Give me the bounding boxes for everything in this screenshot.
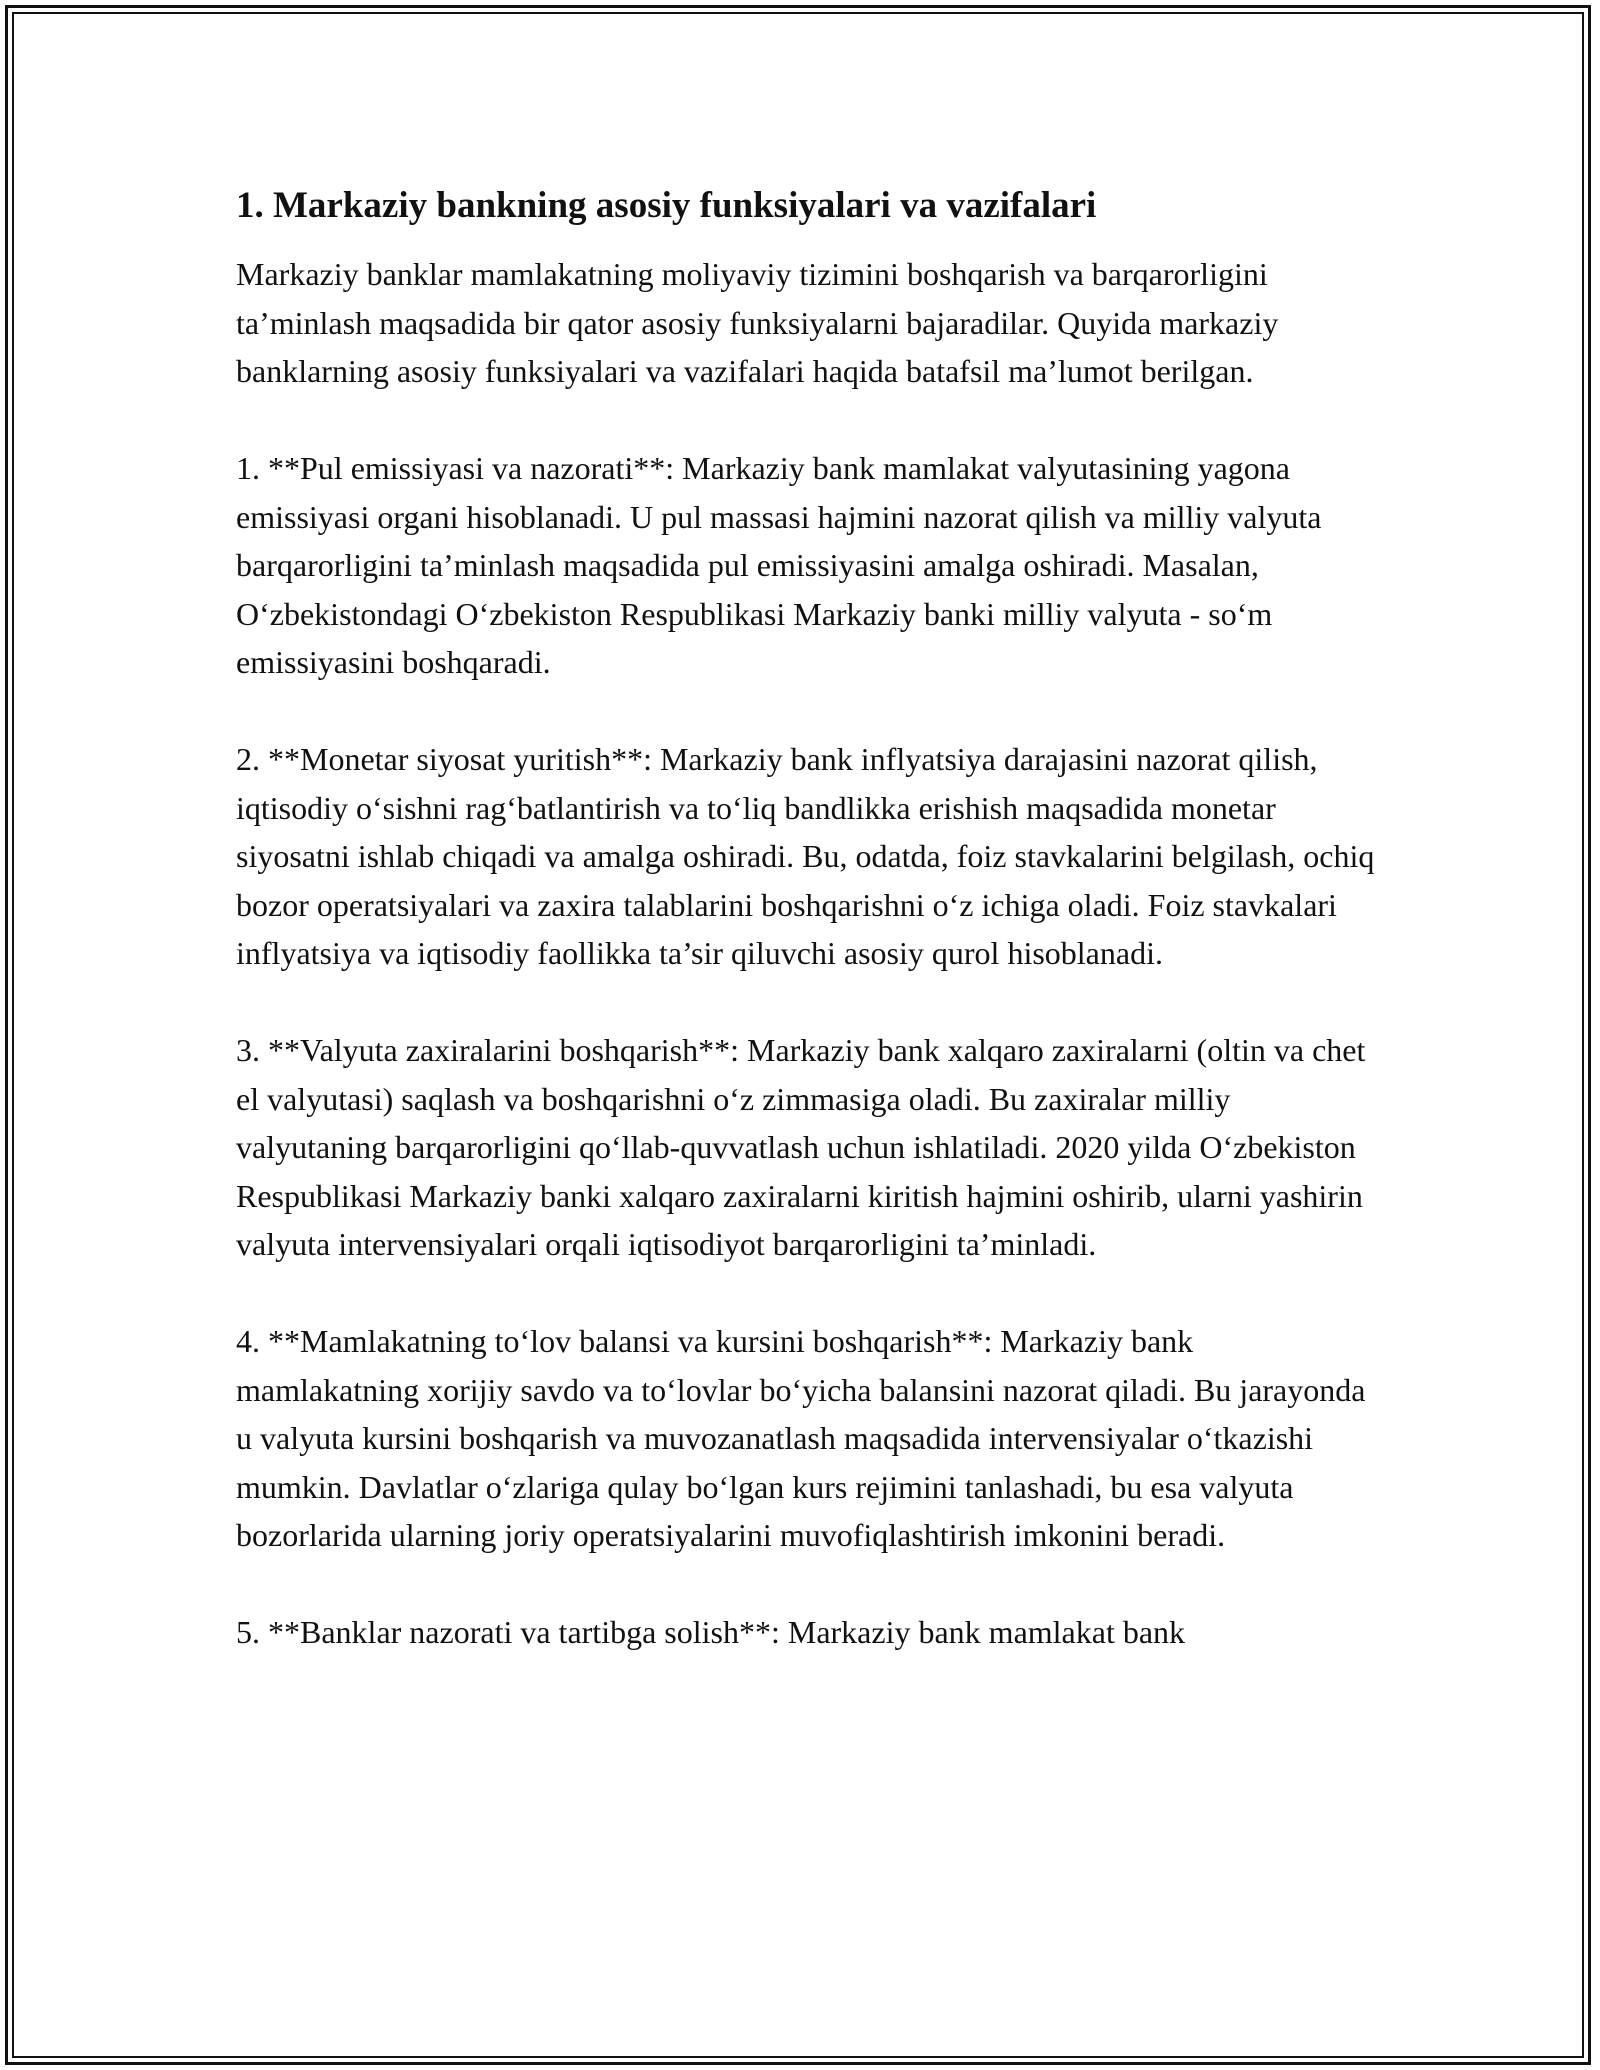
document-title: 1. Markaziy bankning asosiy funksiyalari va vazifalari <box>236 185 1097 226</box>
document-body <box>236 184 1376 1657</box>
intro-paragraph: Markaziy banklar mamlakatning moliyaviy tizimini boshqarish va barqarorligini ta’minlash maqsadida bir qator asosiy funksiyalarni bajaradilar. Quyida markaziy banklarning asosiy funksiyalari va vazifalari haqida batafsil ma’lumot berilgan. <box>236 256 1279 389</box>
paragraph-bank-supervision: 5. **Banklar nazorati va tartibga solish**: Markaziy bank mamlakat bank <box>236 1614 1186 1650</box>
paragraph-reserves: 3. **Valyuta zaxiralarini boshqarish**: Markaziy bank xalqaro zaxiralarni (oltin va chet el valyutasi) saqlash va boshqarishni o‘z zimmasiga oladi. Bu zaxiralar milliy valyutaning barqarorligini qo‘llab-quvvatlash uchun ishlatiladi. 2020 yilda O‘zbekiston Respublikasi Markaziy banki xalqaro zaxiralarni kiritish hajmini oshirib, ularni yashirin valyuta intervensiyalari orqali iqtisodiyot barqarorligini ta’minladi. <box>236 1032 1366 1262</box>
paragraph-emission: 1. **Pul emissiyasi va nazorati**: Markaziy bank mamlakat valyutasining yagona emissiyasi organi hisoblanadi. U pul massasi hajmini nazorat qilish va milliy valyuta barqarorligini ta’minlash maqsadida pul emissiyasini amalga oshiradi. Masalan, O‘zbekistondagi O‘zbekiston Respublikasi Markaziy banki milliy valyuta - so‘m emissiyasini boshqaradi. <box>236 450 1322 680</box>
paragraph-monetary-policy: 2. **Monetar siyosat yuritish**: Markaziy bank inflyatsiya darajasini nazorat qilish, iqtisodiy o‘sishni rag‘batlantirish va to‘liq bandlikka erishish maqsadida monetar siyosatni ishlab chiqadi va amalga oshiradi. Bu, odatda, foiz stavkalarini belgilash, ochiq bozor operatsiyalari va zaxira talablarini boshqarishni o‘z ichiga oladi. Foiz stavkalari inflyatsiya va iqtisodiy faollikka ta’sir qiluvchi asosiy qurol hisoblanadi. <box>236 741 1375 971</box>
paragraph-balance-of-payments: 4. **Mamlakatning to‘lov balansi va kursini boshqarish**: Markaziy bank mamlakatning xorijiy savdo va to‘lovlar bo‘yicha balansini nazorat qiladi. Bu jarayonda u valyuta kursini boshqarish va muvozanatlash maqsadida intervensiyalar o‘tkazishi mumkin. Davlatlar o‘zlariga qulay bo‘lgan kurs rejimini tanlashadi, bu esa valyuta bozorlarida ularning joriy operatsiyalarini muvofiqlashtirish imkonini beradi. <box>236 1323 1366 1553</box>
